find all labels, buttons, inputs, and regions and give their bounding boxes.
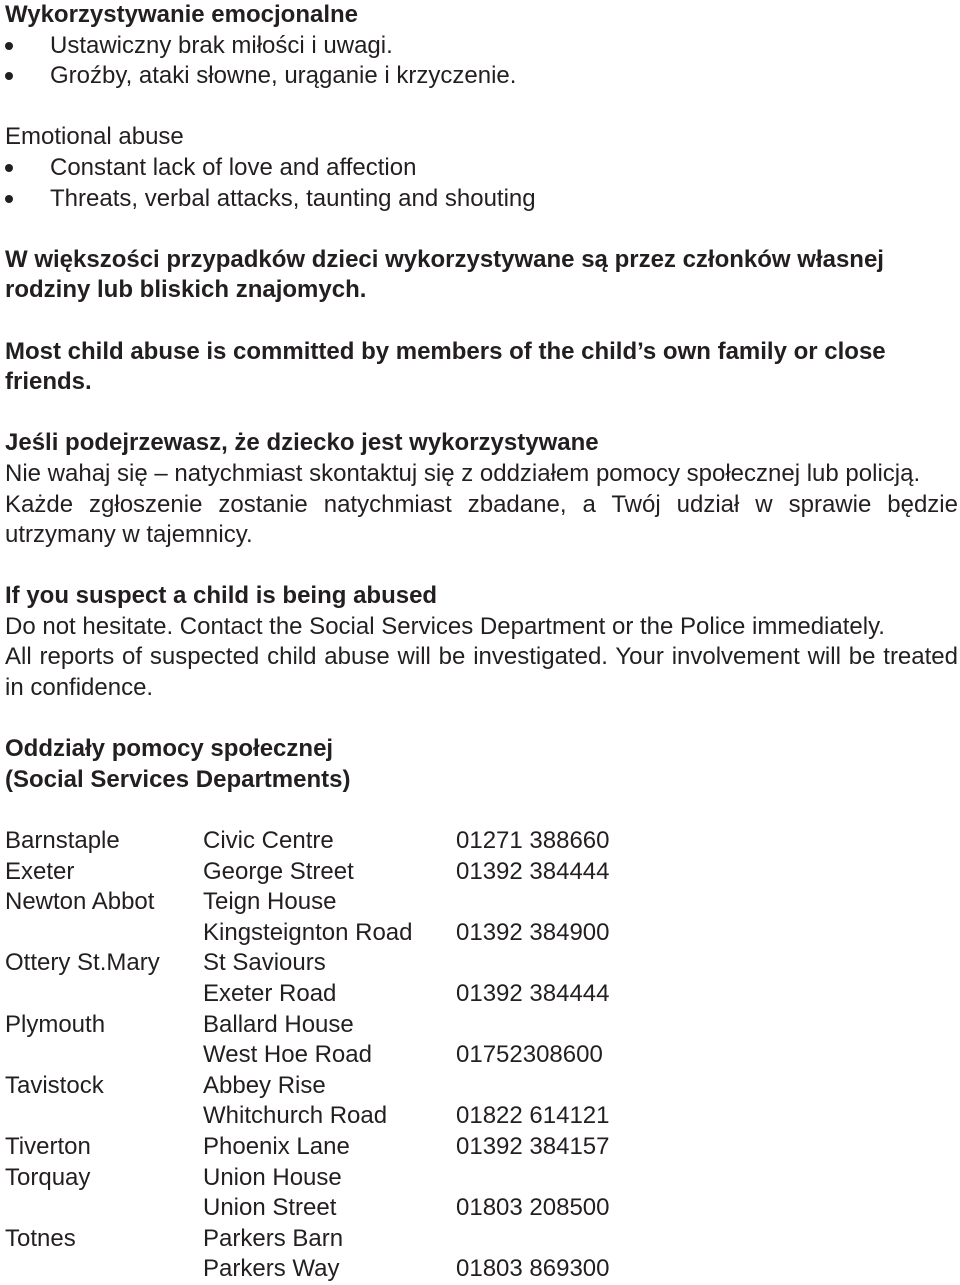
list-item	[5, 61, 958, 92]
table-row	[5, 918, 656, 949]
spacer	[5, 704, 958, 735]
address-cell: Civic Centre	[203, 827, 334, 855]
town-cell	[5, 918, 203, 949]
list-item-text: Ustawiczny brak miłości i uwagi.	[50, 31, 393, 59]
most-abuse-text-en-cont: friends.	[5, 368, 92, 396]
spacer	[5, 214, 958, 245]
list-item-text: Threats, verbal attacks, taunting and shouting	[50, 184, 536, 212]
phone-cell: 01271 388660	[456, 827, 610, 855]
address-cell: Exeter Road	[203, 980, 337, 1007]
phone-cell	[456, 1010, 656, 1041]
town-cell	[5, 1254, 203, 1285]
suspect-instruction-en: Do not hesitate. Contact the Social Services Department or the Police immediately.	[5, 612, 885, 640]
spacer	[5, 795, 958, 826]
table-row	[5, 1163, 656, 1194]
town-cell: Barnstaple	[5, 827, 120, 855]
phone-cell	[456, 1163, 656, 1194]
phone-cell: 01392 384444	[456, 980, 610, 1007]
address-cell: Union Street	[203, 1194, 337, 1222]
table-row	[5, 1224, 656, 1255]
address-cell: Union House	[203, 1163, 342, 1191]
phone-cell: 01392 384444	[456, 857, 610, 885]
table-row	[5, 1101, 656, 1132]
suspect-paragraph-en: All reports of suspected child abuse will be investigated. Your involvement will be treated in confidence.	[5, 643, 958, 702]
town-cell: Torquay	[5, 1163, 91, 1191]
list-item	[5, 153, 958, 184]
phone-cell	[456, 887, 656, 918]
town-cell: Tavistock	[5, 1071, 104, 1099]
spacer	[5, 551, 958, 582]
bullet-icon	[5, 42, 13, 50]
list-item	[5, 184, 958, 215]
departments-heading-en: (Social Services Departments)	[5, 765, 351, 793]
town-cell: Exeter	[5, 857, 75, 885]
town-cell: Tiverton	[5, 1132, 91, 1160]
town-cell: Totnes	[5, 1224, 76, 1252]
address-cell: Phoenix Lane	[203, 1132, 350, 1160]
suspect-heading-en: If you suspect a child is being abused	[5, 582, 438, 610]
suspect-heading-pl: Jeśli podejrzewasz, że dziecko jest wykorzystywane	[5, 429, 599, 457]
address-cell: St Saviours	[203, 949, 326, 977]
most-abuse-text-pl: W większości przypadków dzieci wykorzystywane są przez członków własnej	[5, 245, 884, 273]
address-cell: West Hoe Road	[203, 1041, 372, 1069]
departments-heading-pl: Oddziały pomocy społecznej	[5, 735, 334, 763]
table-row	[5, 948, 656, 979]
phone-cell: 01803 208500	[456, 1194, 610, 1222]
phone-cell: 01752308600	[456, 1041, 603, 1069]
emotional-abuse-list-pl	[5, 31, 958, 92]
list-item-text: Constant lack of love and affection	[50, 153, 417, 181]
town-cell	[5, 1193, 203, 1224]
suspect-instruction-pl: Nie wahaj się – natychmiast skontaktuj się z oddziałem pomocy społecznej lub policją.	[5, 459, 921, 487]
phone-cell: 01803 869300	[456, 1255, 610, 1283]
phone-cell: 01822 614121	[456, 1102, 610, 1130]
town-cell	[5, 1040, 203, 1071]
town-cell: Ottery St.Mary	[5, 949, 160, 977]
spacer	[5, 306, 958, 337]
emotional-abuse-heading-en: Emotional abuse	[5, 123, 184, 151]
document-page	[5, 0, 958, 1285]
suspect-paragraph-pl: Każde zgłoszenie zostanie natychmiast zbadane, a Twój udział w sprawie będzie utrzymany w tajemnicy.	[5, 490, 958, 549]
address-cell: Parkers Barn	[203, 1224, 344, 1252]
table-row	[5, 1071, 656, 1102]
emotional-abuse-list-en	[5, 153, 958, 214]
table-row	[5, 857, 656, 888]
most-abuse-text-pl-cont: rodziny lub bliskich znajomych.	[5, 276, 367, 304]
town-cell: Newton Abbot	[5, 888, 155, 916]
address-cell: George Street	[203, 857, 354, 885]
phone-cell	[456, 948, 656, 979]
table-row	[5, 1132, 656, 1163]
bullet-icon	[5, 72, 13, 80]
phone-cell	[456, 1071, 656, 1102]
spacer	[5, 398, 958, 429]
phone-cell: 01392 384900	[456, 918, 610, 946]
town-cell	[5, 1101, 203, 1132]
address-cell: Kingsteignton Road	[203, 918, 413, 946]
spacer	[5, 92, 958, 123]
bullet-icon	[5, 195, 13, 203]
address-cell: Parkers Way	[203, 1255, 340, 1283]
table-row	[5, 979, 656, 1010]
table-row	[5, 1010, 656, 1041]
table-row	[5, 826, 656, 857]
phone-cell	[456, 1224, 656, 1255]
emotional-abuse-heading-pl: Wykorzystywanie emocjonalne	[5, 1, 359, 28]
town-cell: Plymouth	[5, 1010, 106, 1038]
table-row	[5, 887, 656, 918]
table-row	[5, 1040, 656, 1071]
address-cell: Whitchurch Road	[203, 1102, 388, 1130]
table-row	[5, 1193, 656, 1224]
list-item	[5, 31, 958, 62]
phone-cell: 01392 384157	[456, 1132, 610, 1160]
address-cell: Abbey Rise	[203, 1071, 326, 1099]
departments-table	[5, 826, 656, 1285]
bullet-icon	[5, 164, 13, 172]
list-item-text: Groźby, ataki słowne, urąganie i krzyczenie.	[50, 62, 517, 90]
most-abuse-text-en: Most child abuse is committed by members of the child’s own family or close	[5, 337, 886, 365]
town-cell	[5, 979, 203, 1010]
table-row	[5, 1254, 656, 1285]
address-cell: Ballard House	[203, 1010, 354, 1038]
address-cell: Teign House	[203, 888, 337, 916]
